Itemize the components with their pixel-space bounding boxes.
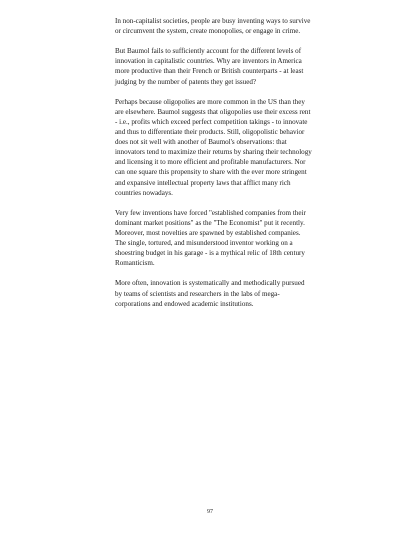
paragraph-3: Perhaps because oligopolies are more common in the US than they are elsewhere. Baumol suggests that oligopolies use their excess rent - i.e., profits which exceed perfect competition takings - to innovate and thus to differentiate their products. Still, oligopolistic behavior does not sit well with another of Baumol's observations: that innovators tend to maximize their returns by sharing their technology and licensing it to more efficient and profitable manufacturers. Nor can one square this propensity to share with the ever more stringent and expansive intellectual property laws that afflict many rich countries nowadays.	[115, 97, 312, 197]
paragraph-4: Very few inventions have forced "established companies from their dominant market positions" as the "The Economist" put it recently. Moreover, most novelties are spawned by established companies. The single, tortured, and misunderstood inventor working on a shoestring budget in his garage - is a mythical relic of 18th century Romanticism.	[115, 208, 306, 268]
paragraph-2: But Baumol fails to sufficiently account for the different levels of innovation in capitalistic countries. Why are inventors in America more productive than their French or British counterparts - at least judging by the number of patents they get issued?	[115, 47, 304, 86]
paragraph-5: More often, innovation is systematically and methodically pursued by teams of scientists and researchers in the labs of mega-corporations and endowed academic institutions.	[115, 279, 305, 308]
page-number: 97	[207, 509, 213, 515]
body-text	[115, 16, 313, 319]
paragraph-1: In non-capitalist societies, people are busy inventing ways to survive or circumvent the system, create monopolies, or engage in crime.	[115, 17, 311, 36]
